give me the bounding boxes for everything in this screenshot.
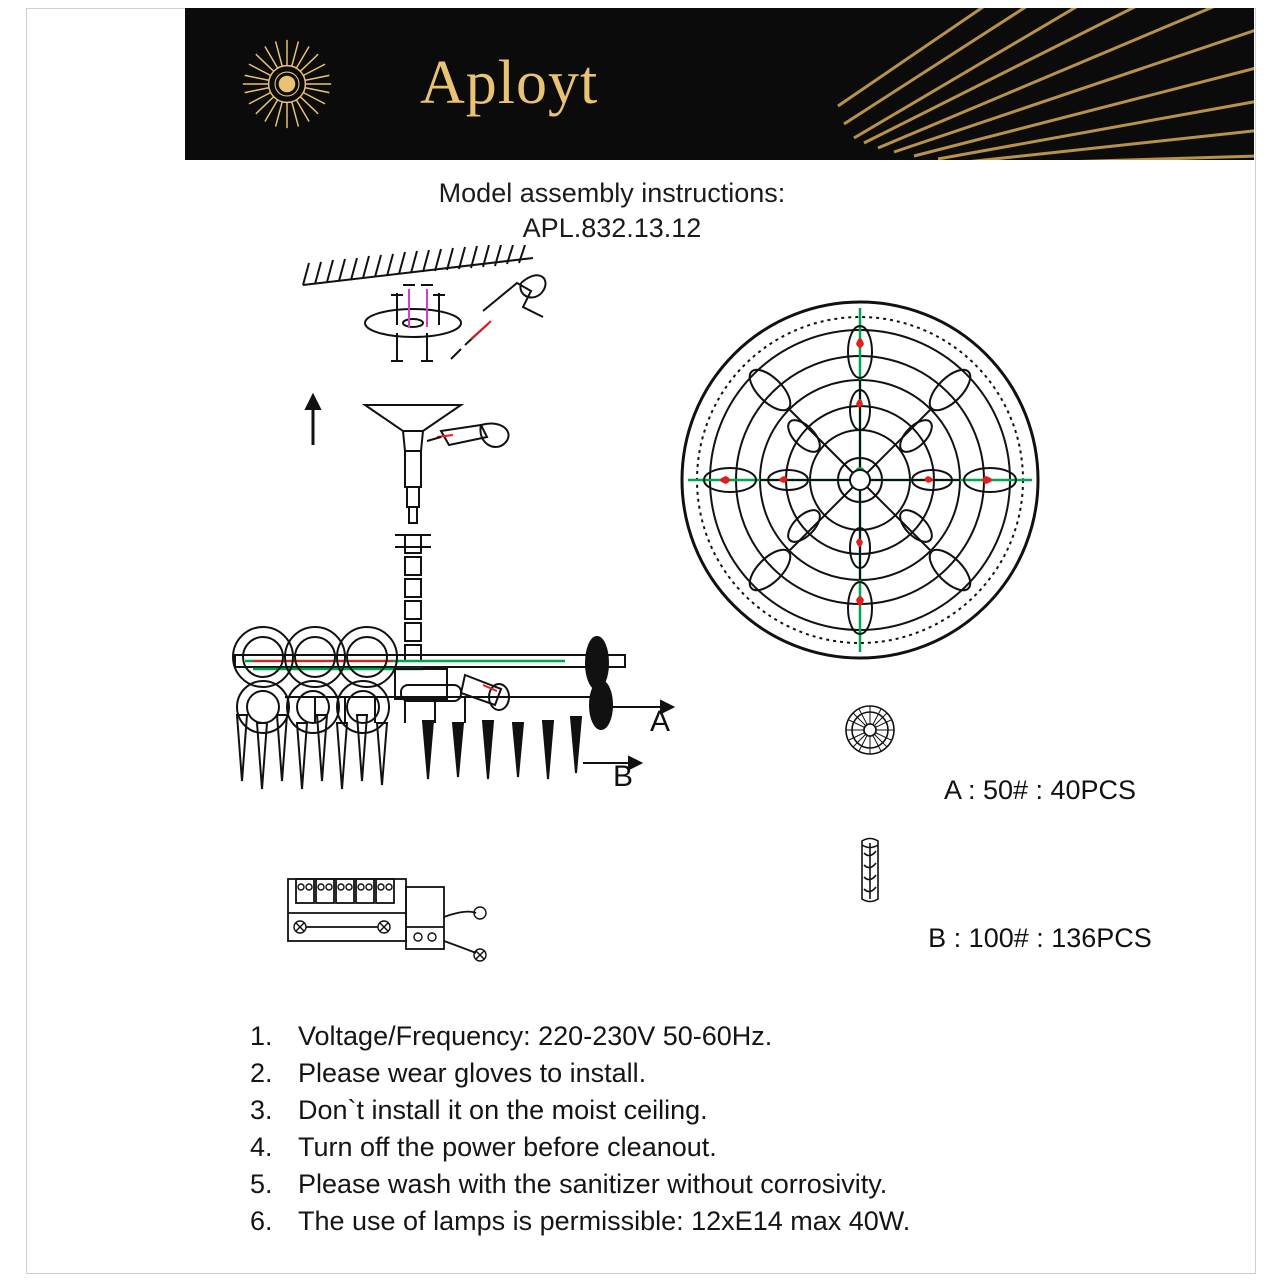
note-item xyxy=(250,1203,1150,1240)
note-text: Don`t install it on the moist ceiling. xyxy=(298,1095,708,1125)
page-title-text: Model assembly instructions: xyxy=(438,178,786,208)
safety-notes-list xyxy=(250,1018,1150,1240)
note-text: Please wash with the sanitizer without corrosivity. xyxy=(298,1169,888,1199)
note-text: Turn off the power before cleanout. xyxy=(298,1132,717,1162)
callout-label-a: A xyxy=(650,705,671,738)
model-code xyxy=(0,213,1280,244)
callout-label-b: B xyxy=(613,760,634,793)
note-number: 3. xyxy=(250,1095,273,1125)
brand-wordmark: Aployt xyxy=(420,49,599,117)
note-text: Please wear gloves to install. xyxy=(298,1058,647,1088)
crystal-disc-icon xyxy=(835,700,905,760)
crystal-prism-icon xyxy=(850,835,890,905)
note-number: 5. xyxy=(250,1169,273,1199)
note-item xyxy=(250,1129,1150,1166)
part-a-spec xyxy=(0,775,1280,806)
note-text: The use of lamps is permissible: 12xE14 max 40W. xyxy=(298,1206,911,1236)
note-item xyxy=(250,1166,1150,1203)
note-number: 2. xyxy=(250,1058,273,1088)
brand-header xyxy=(185,8,1254,160)
model-code-text: APL.832.13.12 xyxy=(522,213,702,243)
wiring-terminal-diagram xyxy=(280,865,510,975)
note-item xyxy=(250,1055,1150,1092)
page-title xyxy=(0,178,1280,209)
part-a-spec-text: A : 50# : 40PCS xyxy=(943,775,1137,805)
part-b-spec-text: B : 100# : 136PCS xyxy=(928,923,1152,953)
note-text: Voltage/Frequency: 220-230V 50-60Hz. xyxy=(298,1021,773,1051)
note-item xyxy=(250,1092,1150,1129)
note-number: 4. xyxy=(250,1132,273,1162)
sunburst-icon xyxy=(241,38,333,130)
chandelier-assembly-diagram xyxy=(165,245,725,825)
note-number: 1. xyxy=(250,1021,273,1051)
fan-rays-icon xyxy=(834,8,1254,160)
chandelier-top-view-diagram xyxy=(660,290,1060,670)
part-b-spec xyxy=(0,923,1280,954)
note-number: 6. xyxy=(250,1206,273,1236)
note-item xyxy=(250,1018,1150,1055)
